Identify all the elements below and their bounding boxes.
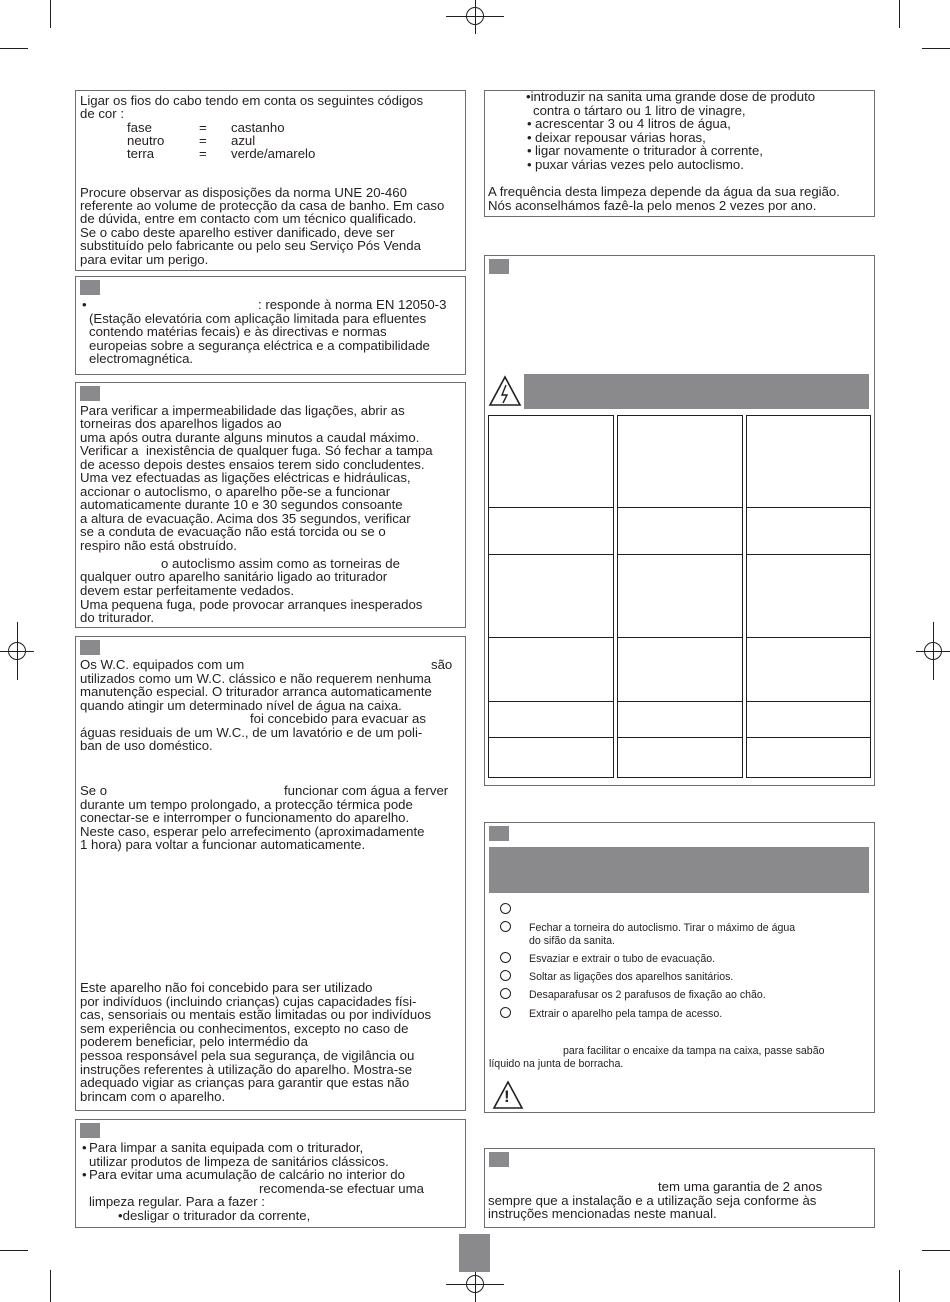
- clean-text: limpeza regular. Para a fazer :: [89, 1194, 265, 1209]
- section-header-marker: [489, 826, 509, 841]
- test-text: Uma pequena fuga, pode provocar arranques inesperados: [80, 597, 423, 612]
- thermal-text: funcionar com água a ferver: [284, 783, 449, 798]
- test-text: qualquer outro aparelho sanitário ligado ao triturador: [80, 569, 388, 584]
- test-text: de acesso depois destes ensaios terem sido concludentes.: [80, 457, 425, 472]
- wire-color: castanho: [231, 120, 285, 135]
- use-text: ban de uso doméstico.: [80, 738, 213, 753]
- table-cell: [746, 554, 871, 638]
- table-cell: [617, 507, 743, 555]
- guarantee-text: sempre que a instalação e a utilização seja conforme às: [488, 1193, 817, 1208]
- clean-text: utilizar produtos de limpeza de sanitários clássicos.: [89, 1154, 389, 1169]
- section-header-marker: [489, 259, 509, 274]
- thermal-text: 1 hora) para voltar a funcionar automaticamente.: [80, 837, 366, 852]
- removal-note: para facilitar o encaixe da tampa na caixa, passe sabão: [563, 1045, 825, 1057]
- table-cell: [617, 737, 743, 778]
- table-cell: [746, 507, 871, 555]
- use-text: Os W.C. equipados com um: [80, 657, 245, 672]
- step-number-circle: [500, 988, 511, 999]
- thermal-text: Se o: [80, 783, 108, 798]
- table-cell: [488, 554, 614, 638]
- wiring-intro: de cor :: [80, 106, 124, 121]
- section-header-marker: [80, 1123, 100, 1138]
- crop-mark: [899, 0, 900, 28]
- norm-text: de dúvida, entre em contacto com um técnico qualificado.: [80, 211, 417, 226]
- page-number-tab: [459, 1234, 490, 1272]
- table-cell: [617, 415, 743, 508]
- clean-frequency: Nós aconselhámos fazê-la pelo menos 2 vezes por ano.: [488, 198, 817, 213]
- warning-symbol: !: [504, 1087, 510, 1106]
- wire-color: verde/amarelo: [231, 146, 316, 161]
- safety-text: poderem beneficiar, pelo intermédio da: [80, 1034, 308, 1049]
- test-text: Para verificar a impermeabilidade das ligações, abrir as: [80, 403, 405, 418]
- safety-text: Este aparelho não foi concebido para ser utilizado: [80, 980, 373, 995]
- test-text: devem estar perfeitamente vedados.: [80, 583, 295, 598]
- norm-text: Se o cabo deste aparelho estiver danificado, deve ser: [80, 225, 395, 240]
- wire-eq: =: [199, 146, 207, 161]
- removal-step: Extrair o aparelho pela tampa de acesso.: [529, 1008, 723, 1020]
- step-number-circle: [500, 903, 511, 914]
- bullet: •: [82, 297, 87, 312]
- removal-note: líquido na junta de borracha.: [489, 1058, 624, 1070]
- table-cell: [746, 415, 871, 508]
- bullet: •: [82, 1140, 87, 1155]
- lightning-warning-icon: [488, 374, 522, 408]
- clean-text: Para evitar uma acumulação de calcário no interior do: [89, 1167, 405, 1182]
- clean-step: puxar várias vezes pelo autoclismo.: [535, 157, 744, 172]
- registration-line: [446, 1284, 504, 1285]
- use-text: quando atingir um determinado nível de água na caixa.: [80, 698, 402, 713]
- bullet: •: [82, 1167, 87, 1182]
- section-header-marker: [489, 1152, 509, 1167]
- registration-line: [933, 622, 934, 680]
- crop-mark: [922, 48, 950, 49]
- safety-text: instruções referentes à utilização do aparelho. Mostra-se: [80, 1062, 413, 1077]
- safety-text: cas, sensoriais ou mentais estão limitadas ou por indivíduos: [80, 1007, 432, 1022]
- table-cell: [617, 554, 743, 638]
- clean-text: •desligar o triturador da corrente,: [118, 1208, 311, 1223]
- section-header-marker: [80, 280, 100, 295]
- safety-text: pessoa responsável pela sua segurança, de vigilância ou: [80, 1048, 415, 1063]
- guarantee-text: tem uma garantia de 2 anos: [658, 1179, 823, 1194]
- test-text: torneiras dos aparelhos ligados ao: [80, 416, 282, 431]
- bullet: •: [527, 157, 532, 172]
- clean-frequency: A frequência desta limpeza depende da água da sua região.: [488, 184, 840, 199]
- norm-compliance-text: contendo matérias fecais) e às directivas e normas: [89, 324, 387, 339]
- test-text: se a conduta de evacuação não está torcida ou se o: [80, 524, 386, 539]
- table-cell: [746, 737, 871, 778]
- step-number-circle: [500, 952, 511, 963]
- removal-step: Desaparafusar os 2 parafusos de fixação ao chão.: [529, 989, 766, 1001]
- clean-step: •introduzir na sanita uma grande dose de produto: [526, 89, 816, 104]
- step-number-circle: [500, 1007, 511, 1018]
- table-cell: [746, 637, 871, 702]
- table-cell: [488, 415, 614, 508]
- test-text: do triturador.: [80, 610, 155, 625]
- table-cell: [617, 701, 743, 738]
- use-text: são: [431, 657, 453, 672]
- norm-text: referente ao volume de protecção da casa de banho. Em caso: [80, 198, 445, 213]
- use-text: foi concebido para evacuar as: [250, 711, 426, 726]
- wire-name: fase: [127, 120, 152, 135]
- removal-step: Soltar as ligações dos aparelhos sanitários.: [529, 971, 734, 983]
- crop-mark: [0, 1250, 28, 1251]
- exclamation-warning-icon: [492, 1080, 524, 1110]
- test-text: automaticamente durante 10 e 30 segundos consoante: [80, 497, 403, 512]
- norm-compliance-text: europeias sobre a segurança eléctrica e a compatibilidade: [89, 338, 430, 353]
- clean-step: acrescentar 3 ou 4 litros de água,: [535, 116, 731, 131]
- registration-line: [475, 0, 476, 34]
- clean-step: contra o tártaro ou 1 litro de vinagre,: [533, 103, 746, 118]
- clean-step: ligar novamente o triturador à corrente,: [535, 143, 763, 158]
- safety-text: brincam com o aparelho.: [80, 1089, 226, 1104]
- test-text: accionar o autoclismo, o aparelho põe-se a funcionar: [80, 484, 391, 499]
- safety-text: sem experiência ou conhecimentos, excepto no caso de: [80, 1021, 409, 1036]
- table-cell: [488, 507, 614, 555]
- crop-mark: [899, 1270, 900, 1302]
- registration-line: [446, 16, 504, 17]
- norm-text: substituído pelo fabricante ou pelo seu Serviço Pós Venda: [80, 238, 421, 253]
- test-text: o autoclismo assim como as torneiras de: [161, 556, 400, 571]
- clean-text: recomenda-se efectuar uma: [259, 1181, 424, 1196]
- thermal-text: Neste caso, esperar pelo arrefecimento (aproximadamente: [80, 824, 425, 839]
- test-text: respiro não está obstruído.: [80, 538, 237, 553]
- table-header-bar: [524, 374, 869, 409]
- table-cell: [746, 701, 871, 738]
- step-number-circle: [500, 921, 511, 932]
- wire-color: azul: [231, 133, 256, 148]
- wire-eq: =: [199, 133, 207, 148]
- crop-mark: [50, 1270, 51, 1302]
- registration-line: [17, 622, 18, 680]
- clean-text: Para limpar a sanita equipada com o triturador,: [89, 1140, 364, 1155]
- removal-header-bar: [489, 847, 869, 893]
- crop-mark: [50, 0, 51, 28]
- bullet: •: [527, 143, 532, 158]
- table-cell: [488, 737, 614, 778]
- norm-compliance-text: : responde à norma EN 12050-3: [258, 297, 447, 312]
- guarantee-text: instruções mencionadas neste manual.: [488, 1206, 717, 1221]
- safety-text: adequado vigiar as crianças para garantir que estas não: [80, 1075, 410, 1090]
- section-header-marker: [80, 386, 100, 401]
- wire-name: neutro: [127, 133, 165, 148]
- test-text: uma após outra durante alguns minutos a caudal máximo.: [80, 430, 420, 445]
- crop-mark: [922, 1250, 950, 1251]
- test-text: a altura de evacuação. Acima dos 35 segundos, verificar: [80, 511, 411, 526]
- safety-text: por indivíduos (incluindo crianças) cujas capacidades físi-: [80, 994, 417, 1009]
- wiring-intro: Ligar os fios do cabo tendo em conta os seguintes códigos: [80, 93, 424, 108]
- test-text: Verificar a inexistência de qualquer fuga. Só fechar a tampa: [80, 443, 433, 458]
- norm-compliance-text: (Estação elevatória com aplicação limitada para efluentes: [89, 311, 427, 326]
- thermal-text: durante um tempo prolongado, a protecção térmica pode: [80, 797, 413, 812]
- use-text: utilizados como um W.C. clássico e não requerem nenhuma: [80, 671, 432, 686]
- clean-step: deixar repousar várias horas,: [535, 130, 706, 145]
- use-text: manutenção especial. O triturador arranca automaticamente: [80, 684, 432, 699]
- thermal-text: conectar-se e interromper o funcionamento do aparelho.: [80, 810, 410, 825]
- section-header-marker: [80, 640, 100, 655]
- use-text: águas residuais de um W.C., de um lavatório e de um poli-: [80, 725, 423, 740]
- removal-step: Esvaziar e extrair o tubo de evacuação.: [529, 953, 716, 965]
- bullet: •: [527, 130, 532, 145]
- wire-eq: =: [199, 120, 207, 135]
- table-cell: [617, 637, 743, 702]
- norm-text: Procure observar as disposições da norma UNE 20-460: [80, 185, 407, 200]
- test-text: Uma vez efectuadas as ligações eléctricas e hidráulicas,: [80, 470, 411, 485]
- wire-name: terra: [127, 146, 155, 161]
- removal-step: Fechar a torneira do autoclismo. Tirar o máximo de água: [529, 922, 796, 934]
- removal-step: do sifão da sanita.: [529, 935, 615, 947]
- registration-line: [475, 1268, 476, 1302]
- table-cell: [488, 701, 614, 738]
- table-cell: [488, 637, 614, 702]
- norm-text: para evitar um perigo.: [80, 252, 209, 267]
- bullet: •: [527, 116, 532, 131]
- crop-mark: [0, 48, 28, 49]
- step-number-circle: [500, 970, 511, 981]
- norm-compliance-text: electromagnética.: [89, 351, 194, 366]
